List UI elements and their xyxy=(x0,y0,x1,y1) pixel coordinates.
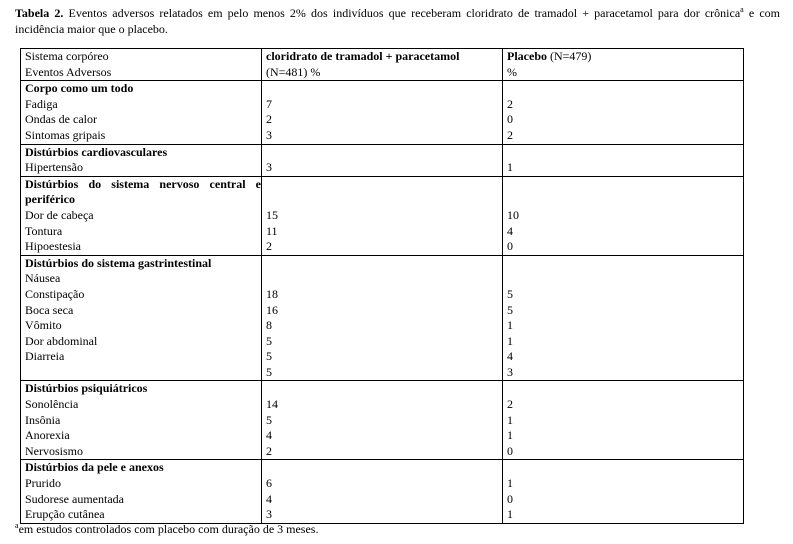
group-title: Distúrbios psiquiátricos xyxy=(25,381,148,396)
header-cell-placebo xyxy=(503,49,744,81)
placebo-value: 1 xyxy=(507,507,513,522)
event-name: Prurido xyxy=(25,476,61,491)
spacer-line xyxy=(266,271,502,287)
adverse-events-table xyxy=(20,48,744,524)
spacer-line xyxy=(507,381,743,397)
table-row xyxy=(21,381,744,460)
group-title: Distúrbios do sistema gastrintestinal xyxy=(25,255,212,270)
drug-value: 2 xyxy=(266,239,272,254)
spacer-line xyxy=(507,460,743,476)
placebo-value: 0 xyxy=(507,239,513,254)
spacer-line xyxy=(507,81,743,97)
group-cell-events xyxy=(21,460,262,523)
drug-value: 4 xyxy=(266,491,272,506)
drug-value: 15 xyxy=(266,207,278,222)
table-row xyxy=(21,81,744,144)
drug-value: 5 xyxy=(266,349,272,364)
event-name: Dor abdominal xyxy=(25,333,98,348)
event-name: Nervosismo xyxy=(25,443,83,458)
table-row xyxy=(21,176,744,255)
header-placebo-n: (N=479) xyxy=(547,49,592,63)
event-name: Hipoestesia xyxy=(25,239,81,254)
placebo-value: 5 xyxy=(507,302,513,317)
event-name: Hipertensão xyxy=(25,160,83,175)
caption-text-end: e com incidência maior que o placebo. xyxy=(15,6,780,36)
drug-value: 5 xyxy=(266,364,272,379)
event-name: Vômito xyxy=(25,318,62,333)
group-title: Distúrbios cardiovasculares xyxy=(25,144,168,159)
drug-value: 5 xyxy=(266,412,272,427)
drug-value: 3 xyxy=(266,507,272,522)
group-cell-placebo xyxy=(503,176,744,255)
drug-value: 6 xyxy=(266,476,272,491)
drug-value: 2 xyxy=(266,443,272,458)
group-cell-events xyxy=(21,176,262,255)
drug-value: 18 xyxy=(266,286,278,301)
drug-value: 11 xyxy=(266,223,278,238)
header-cell-system xyxy=(21,49,262,81)
placebo-value: 5 xyxy=(507,286,513,301)
table-row xyxy=(21,460,744,523)
event-name: Sudorese aumentada xyxy=(25,491,124,506)
drug-value: 14 xyxy=(266,397,278,412)
event-name: Sintomas gripais xyxy=(25,127,106,142)
spacer-line xyxy=(266,177,502,193)
group-cell-drug xyxy=(262,381,503,460)
placebo-value: 2 xyxy=(507,397,513,412)
header-cell-drug xyxy=(262,49,503,81)
event-name: Tontura xyxy=(25,223,63,238)
group-title: Distúrbios do sistema nervoso central e periférico xyxy=(25,176,261,207)
spacer-line xyxy=(507,271,743,287)
event-name: Ondas de calor xyxy=(25,112,97,127)
spacer-line xyxy=(266,256,502,272)
group-cell-drug xyxy=(262,81,503,144)
group-cell-events xyxy=(21,144,262,176)
group-cell-drug xyxy=(262,176,503,255)
group-cell-placebo xyxy=(503,144,744,176)
group-cell-events xyxy=(21,381,262,460)
drug-value: 3 xyxy=(266,127,272,142)
spacer-line xyxy=(266,381,502,397)
group-cell-events xyxy=(21,255,262,381)
header-drug-n: (N=481) % xyxy=(266,64,321,79)
placebo-value: 1 xyxy=(507,476,513,491)
placebo-value: 4 xyxy=(507,349,513,364)
event-name: Dor de cabeça xyxy=(25,207,94,222)
caption-text: Eventos adversos relatados em pelo menos 2% dos indivíduos que receberam cloridrato de tramadol + paracetamol para dor crônica xyxy=(63,6,741,20)
spacer-line xyxy=(507,177,743,193)
header-placebo-label: Placebo xyxy=(507,49,547,63)
event-name: Anorexia xyxy=(25,428,70,443)
placebo-value: 2 xyxy=(507,127,513,142)
group-cell-drug xyxy=(262,144,503,176)
event-name: Sonolência xyxy=(25,397,79,412)
drug-value: 16 xyxy=(266,302,278,317)
table-row xyxy=(21,144,744,176)
spacer-line xyxy=(507,256,743,272)
group-cell-drug xyxy=(262,460,503,523)
group-cell-placebo xyxy=(503,460,744,523)
placebo-value: 0 xyxy=(507,443,513,458)
placebo-value: 0 xyxy=(507,491,513,506)
placebo-value: 2 xyxy=(507,96,513,111)
drug-value: 3 xyxy=(266,160,272,175)
spacer-line xyxy=(266,460,502,476)
table-caption xyxy=(15,6,780,37)
group-title: Corpo como um todo xyxy=(25,81,134,96)
placebo-value: 3 xyxy=(507,364,513,379)
spacer-line xyxy=(266,192,502,208)
placebo-value: 1 xyxy=(507,412,513,427)
placebo-value: 1 xyxy=(507,333,513,348)
header-drug-label: cloridrato de tramadol + paracetamol xyxy=(266,49,460,63)
event-name: Náusea xyxy=(25,271,61,286)
placebo-value: 1 xyxy=(507,160,513,175)
drug-value: 2 xyxy=(266,112,272,127)
group-cell-placebo xyxy=(503,255,744,381)
spacer-line xyxy=(507,145,743,161)
event-name: Fadiga xyxy=(25,96,58,111)
placebo-value: 0 xyxy=(507,112,513,127)
header-events-label: Eventos Adversos xyxy=(25,64,112,79)
spacer-line xyxy=(507,192,743,208)
event-name: Diarreia xyxy=(25,349,65,364)
event-name: Erupção cutânea xyxy=(25,507,105,522)
group-title: Distúrbios da pele e anexos xyxy=(25,460,164,475)
group-cell-events xyxy=(21,81,262,144)
drug-value: 8 xyxy=(266,318,272,333)
event-name: Insônia xyxy=(25,412,61,427)
placebo-value: 1 xyxy=(507,318,513,333)
group-cell-placebo xyxy=(503,81,744,144)
footnote-sup: a xyxy=(15,521,19,530)
table-header-row xyxy=(21,49,744,81)
footnote-text: em estudos controlados com placebo com duração de 3 meses. xyxy=(18,522,319,536)
drug-value: 5 xyxy=(266,333,272,348)
header-system-label: Sistema corpóreo xyxy=(25,49,109,63)
drug-value: 7 xyxy=(266,96,272,111)
caption-sup: a xyxy=(740,5,744,14)
caption-label: Tabela 2. xyxy=(15,6,64,20)
table-footnote xyxy=(15,522,318,537)
placebo-value: 4 xyxy=(507,223,513,238)
placebo-value: 1 xyxy=(507,428,513,443)
event-name: Constipação xyxy=(25,286,85,301)
group-cell-placebo xyxy=(503,381,744,460)
event-name: Boca seca xyxy=(25,302,74,317)
placebo-value: 10 xyxy=(507,207,519,222)
drug-value: 4 xyxy=(266,428,272,443)
table-row xyxy=(21,255,744,381)
spacer-line xyxy=(266,145,502,161)
spacer-line xyxy=(266,81,502,97)
header-placebo-unit: % xyxy=(507,64,517,79)
group-cell-drug xyxy=(262,255,503,381)
